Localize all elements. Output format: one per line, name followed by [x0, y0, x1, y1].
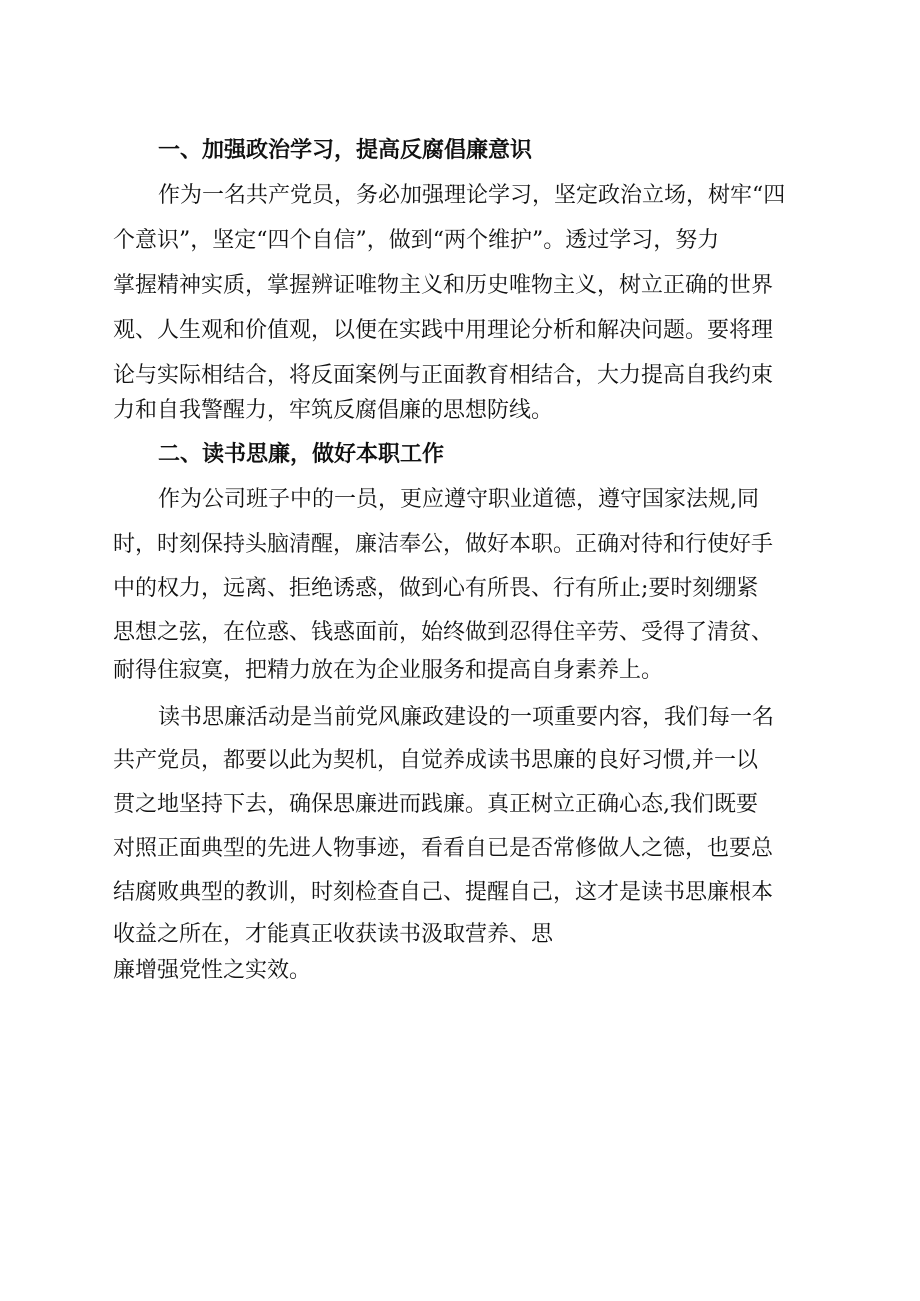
paragraph-line: 共产党员，都要以此为契机，自觉养成读书思廉的良好习惯,并一以 [113, 748, 758, 773]
paragraph-line: 耐得住寂寞，把精力放在为企业服务和提高自身素养上。 [113, 658, 664, 683]
paragraph-line: 廉增强党性之实效。 [113, 958, 312, 983]
paragraph-line: 作为公司班子中的一员，更应遵守职业道德，遵守国家法规,同 [158, 487, 759, 512]
paragraph-line: 结腐败典型的教训，时刻检查自己、提醒自己，这才是读书思廉根本 [113, 880, 774, 905]
paragraph-line: 收益之所在，才能真正收获读书汲取营养、思 [113, 922, 554, 947]
paragraph-line: 对照正面典型的先进人物事迹，看看自已是否常修做人之德，也要总 [113, 836, 774, 861]
paragraph-line: 论与实际相结合，将反面案例与正面教育相结合，大力提高自我约束 [113, 363, 774, 388]
paragraph-line: 力和自我警醒力，牢筑反腐倡廉的思想防线。 [113, 398, 554, 423]
paragraph-line: 思想之弦，在位惑、钱惑面前，始终做到忍得住辛劳、受得了清贫、 [113, 620, 774, 645]
section-heading-1: 一、加强政治学习，提高反腐倡廉意识 [158, 138, 533, 163]
paragraph-line: 观、人生观和价值观，以便在实践中用理论分析和解决问题。要将理 [113, 318, 774, 343]
paragraph-line: 读书思廉活动是当前党风廉政建设的一项重要内容，我们每一名 [158, 705, 775, 730]
section-heading-2: 二、读书思廉，做好本职工作 [158, 442, 445, 467]
paragraph-line: 中的权力，远离、拒绝诱惑，做到心有所畏、行有所止;要时刻绷紧 [113, 576, 759, 601]
paragraph-line: 个意识”，坚定“四个自信”，做到“两个维护”。透过学习，努力 [113, 228, 720, 253]
paragraph-line: 贯之地坚持下去，确保思廉进而践廉。真正树立正确心态,我们既要 [113, 792, 758, 817]
paragraph-line: 作为一名共产党员，务必加强理论学习，坚定政治立场，树牢“四 [158, 183, 786, 208]
paragraph-line: 掌握精神实质，掌握辨证唯物主义和历史唯物主义，树立正确的世界 [113, 273, 774, 298]
paragraph-line: 时，时刻保持头脑清醒，廉洁奉公，做好本职。正确对待和行使好手 [113, 532, 774, 557]
